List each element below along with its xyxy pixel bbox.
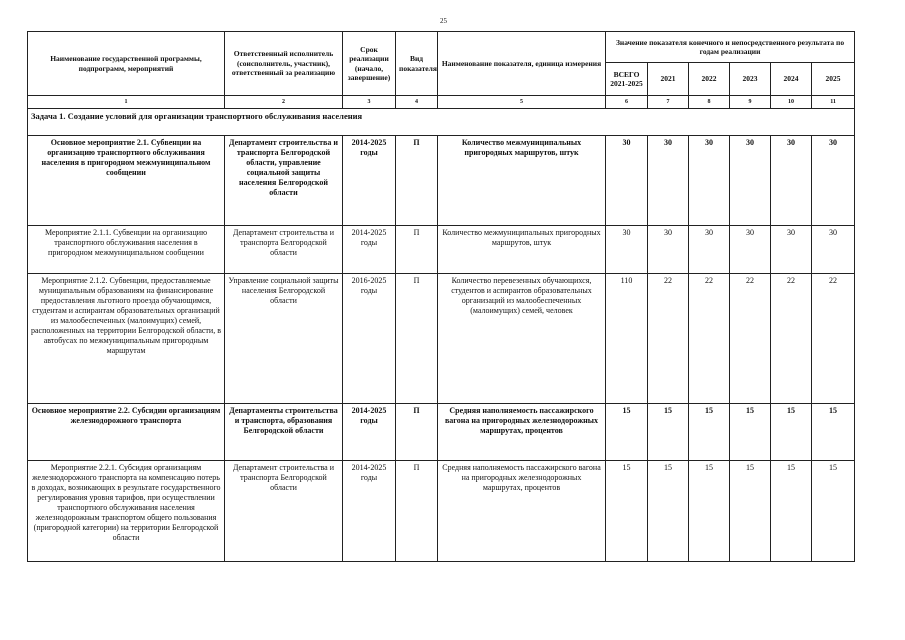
column-number: 9 <box>730 96 771 109</box>
row-period: 2014-2025 годы <box>343 461 396 562</box>
row-value: 30 <box>812 226 855 274</box>
row-value: 22 <box>771 274 812 404</box>
column-number: 5 <box>438 96 606 109</box>
row-value-total: 110 <box>606 274 648 404</box>
row-value: 15 <box>812 404 855 461</box>
row-value: 15 <box>771 461 812 562</box>
row-indicator: Количество перевезенных обучающихся, студентов и аспирантов образовательных организаций из малообеспеченных (малоимущих) семей, человек <box>438 274 606 404</box>
row-period: 2014-2025 годы <box>343 404 396 461</box>
column-number: 6 <box>606 96 648 109</box>
row-executor: Департамент строительства и транспорта Белгородской области, управление социальной защиты населения Белгородской области <box>225 136 343 226</box>
header-year: 2021 <box>648 63 689 96</box>
row-value: 30 <box>689 136 730 226</box>
row-value: 22 <box>689 274 730 404</box>
row-value-total: 15 <box>606 404 648 461</box>
column-number: 3 <box>343 96 396 109</box>
row-value: 30 <box>648 226 689 274</box>
indicators-table <box>27 31 855 562</box>
row-value: 22 <box>648 274 689 404</box>
header-row <box>28 32 855 63</box>
table-row <box>28 226 855 274</box>
row-value: 30 <box>771 226 812 274</box>
row-executor: Департамент строительства и транспорта Белгородской области <box>225 461 343 562</box>
row-indicator: Количество межмуниципальных пригородных маршрутов, штук <box>438 226 606 274</box>
row-value: 15 <box>648 461 689 562</box>
header-executor: Ответственный исполнитель (соисполнитель, участник), ответственный за реализацию <box>225 32 343 96</box>
row-value-total: 30 <box>606 136 648 226</box>
header-year: 2023 <box>730 63 771 96</box>
row-value: 30 <box>730 136 771 226</box>
table-row <box>28 274 855 404</box>
row-period: 2014-2025 годы <box>343 136 396 226</box>
column-numbers-row <box>28 96 855 109</box>
row-name: Мероприятие 2.2.1. Субсидия организациям железнодорожного транспорта на компенсацию потерь в доходах, возникающих в результате государственного регулирования уровня тарифов, при осуществлении транспортного обслуживания населения железнодорожным транспортом общего пользования (пригородной категории) на территории Белгородской области <box>28 461 225 562</box>
row-type: П <box>396 461 438 562</box>
row-name: Мероприятие 2.1.1. Субвенции на организацию транспортного обслуживания населения в пригородном межмуниципальном сообщении <box>28 226 225 274</box>
header-period: Срок реализации (начало, завершение) <box>343 32 396 96</box>
page-number: 25 <box>440 17 447 25</box>
row-value-total: 15 <box>606 461 648 562</box>
row-value-total: 30 <box>606 226 648 274</box>
row-value: 30 <box>648 136 689 226</box>
row-indicator: Средняя наполняемость пассажирского вагона на пригородных железнодорожных маршрутах, процентов <box>438 461 606 562</box>
header-year: 2022 <box>689 63 730 96</box>
column-number: 2 <box>225 96 343 109</box>
header-indicator: Наименование показателя, единица измерения <box>438 32 606 96</box>
row-type: П <box>396 404 438 461</box>
row-executor: Департамент строительства и транспорта Белгородской области <box>225 226 343 274</box>
row-value: 15 <box>648 404 689 461</box>
row-value: 15 <box>689 461 730 562</box>
table-row <box>28 461 855 562</box>
row-value: 15 <box>689 404 730 461</box>
row-type: П <box>396 136 438 226</box>
row-value: 15 <box>771 404 812 461</box>
row-name: Основное мероприятие 2.2. Субсидии организациям железнодорожного транспорта <box>28 404 225 461</box>
column-number: 8 <box>689 96 730 109</box>
row-value: 22 <box>812 274 855 404</box>
row-type: П <box>396 226 438 274</box>
row-executor: Управление социальной защиты населения Белгородской области <box>225 274 343 404</box>
column-number: 4 <box>396 96 438 109</box>
column-number: 1 <box>28 96 225 109</box>
header-total: ВСЕГО 2021-2025 <box>606 63 648 96</box>
row-value: 15 <box>730 461 771 562</box>
table-row <box>28 136 855 226</box>
row-value: 30 <box>689 226 730 274</box>
row-value: 30 <box>812 136 855 226</box>
task-row <box>28 109 855 136</box>
row-value: 15 <box>730 404 771 461</box>
row-period: 2016-2025 годы <box>343 274 396 404</box>
header-year: 2025 <box>812 63 855 96</box>
row-value: 30 <box>771 136 812 226</box>
header-values-group: Значение показателя конечного и непосредственного результата по годам реализации <box>606 32 855 63</box>
row-indicator: Количество межмуниципальных пригородных маршрутов, штук <box>438 136 606 226</box>
row-value: 22 <box>730 274 771 404</box>
header-name: Наименование государственной программы, подпрограмм, мероприятий <box>28 32 225 96</box>
row-name: Основное мероприятие 2.1. Субвенции на организацию транспортного обслуживания населения в пригородном межмуниципальном сообщении <box>28 136 225 226</box>
row-indicator: Средняя наполняемость пассажирского вагона на пригородных железнодорожных маршрутах, процентов <box>438 404 606 461</box>
row-value: 15 <box>812 461 855 562</box>
row-executor: Департаменты строительства и транспорта, образования Белгородской области <box>225 404 343 461</box>
row-value: 30 <box>730 226 771 274</box>
row-name: Мероприятие 2.1.2. Субвенции, предоставляемые муниципальным образованиям на финансирование предоставления льготного проезда обучающимся, студентам и аспирантам образовательных организаций из малообеспеченных (малоимущих) семей, расположенных на территории Белгородской области, в автобусах по межмуниципальным пригородным маршрутам <box>28 274 225 404</box>
row-period: 2014-2025 годы <box>343 226 396 274</box>
table-row <box>28 404 855 461</box>
header-type: Вид показателя <box>396 32 438 96</box>
column-number: 11 <box>812 96 855 109</box>
column-number: 7 <box>648 96 689 109</box>
task-title: Задача 1. Создание условий для организации транспортного обслуживания населения <box>28 109 855 136</box>
header-year: 2024 <box>771 63 812 96</box>
column-number: 10 <box>771 96 812 109</box>
row-type: П <box>396 274 438 404</box>
